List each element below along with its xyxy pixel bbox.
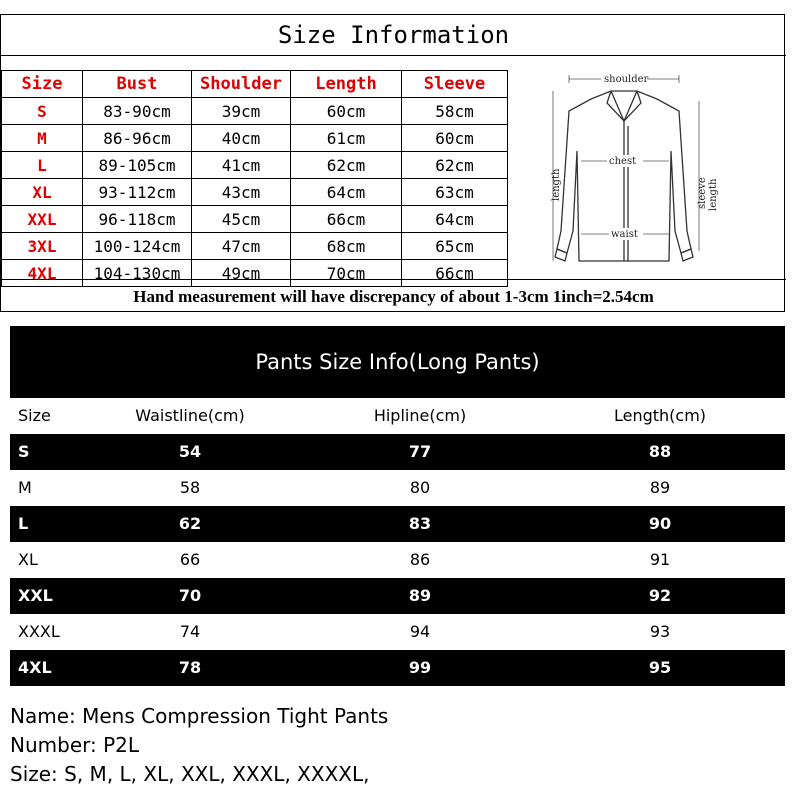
hipline-cell: 83 <box>408 514 432 533</box>
length-cell: 62cm <box>291 152 402 179</box>
table-row <box>10 542 785 578</box>
bust-cell: 104-130cm <box>83 260 192 287</box>
sleeve-cell: 62cm <box>402 152 508 179</box>
bust-cell: 89-105cm <box>83 152 192 179</box>
length-cell: 70cm <box>291 260 402 287</box>
size-cell: M <box>2 125 83 152</box>
hipline-cell: 80 <box>409 478 431 497</box>
size-cell: S <box>2 98 83 125</box>
header-size: Size <box>18 406 51 425</box>
header-waistline: Waistline(cm) <box>135 406 245 425</box>
hipline-cell: 77 <box>408 442 432 461</box>
waistline-cell: 78 <box>178 658 202 677</box>
waistline-cell: 58 <box>179 478 201 497</box>
table-row <box>2 179 508 206</box>
shirt-size-title: Size Information <box>277 21 510 49</box>
size-cell: XXL <box>2 206 83 233</box>
waistline-cell: 62 <box>178 514 202 533</box>
size-cell: 4XL <box>18 658 52 677</box>
header-shoulder: Shoulder <box>192 71 291 98</box>
size-cell: XXL <box>18 586 53 605</box>
shirt-size-section <box>0 14 785 312</box>
header-length: Length(cm) <box>613 406 707 425</box>
header-size: Size <box>2 71 83 98</box>
size-cell: S <box>18 442 30 461</box>
table-row <box>2 98 508 125</box>
pants-size-title: Pants Size Info(Long Pants) <box>10 326 785 398</box>
sleeve-cell: 65cm <box>402 233 508 260</box>
size-cell: L <box>18 514 29 533</box>
length-cell: 68cm <box>291 233 402 260</box>
size-cell: 4XL <box>2 260 83 287</box>
table-row <box>10 650 785 686</box>
shirt-header-row <box>2 71 508 98</box>
size-cell: M <box>18 478 32 497</box>
header-bust: Bust <box>83 71 192 98</box>
hipline-cell: 99 <box>408 658 432 677</box>
size-cell: XL <box>18 550 38 569</box>
shirt-measurement-diagram <box>529 71 719 271</box>
waistline-cell: 54 <box>178 442 202 461</box>
table-row <box>2 233 508 260</box>
length-cell: 93 <box>649 622 671 641</box>
size-cell: XL <box>2 179 83 206</box>
length-cell: 89 <box>649 478 671 497</box>
table-row <box>10 434 785 470</box>
shirt-size-table <box>1 70 508 287</box>
title-divider <box>1 55 786 56</box>
product-info <box>10 702 790 789</box>
waistline-cell: 66 <box>179 550 201 569</box>
pants-header-row <box>10 398 785 434</box>
hipline-cell: 86 <box>409 550 431 569</box>
table-row <box>10 506 785 542</box>
shoulder-cell: 49cm <box>192 260 291 287</box>
label-shoulder: shoulder <box>604 74 649 85</box>
size-cell: 3XL <box>2 233 83 260</box>
shoulder-cell: 40cm <box>192 125 291 152</box>
size-cell: L <box>2 152 83 179</box>
table-row <box>10 578 785 614</box>
table-row <box>2 206 508 233</box>
sleeve-cell: 66cm <box>402 260 508 287</box>
length-cell: 64cm <box>291 179 402 206</box>
header-sleeve: Sleeve <box>402 71 508 98</box>
label-sleeve-length: length <box>708 178 719 211</box>
label-length: length <box>551 168 562 201</box>
header-hipline: Hipline(cm) <box>373 406 467 425</box>
pants-size-section <box>10 326 785 686</box>
product-number: Number: P2L <box>10 733 140 757</box>
shoulder-cell: 43cm <box>192 179 291 206</box>
header-length: Length <box>291 71 402 98</box>
length-cell: 66cm <box>291 206 402 233</box>
label-waist: waist <box>611 229 638 240</box>
shoulder-cell: 41cm <box>192 152 291 179</box>
waistline-cell: 74 <box>179 622 201 641</box>
shoulder-cell: 45cm <box>192 206 291 233</box>
table-row <box>2 152 508 179</box>
product-sizes: Size: S, M, L, XL, XXL, XXXL, XXXXL, <box>10 762 370 786</box>
length-cell: 92 <box>648 586 672 605</box>
length-cell: 88 <box>648 442 672 461</box>
bust-cell: 93-112cm <box>83 179 192 206</box>
table-row <box>10 470 785 506</box>
length-cell: 91 <box>649 550 671 569</box>
size-cell: XXXL <box>18 622 60 641</box>
hipline-cell: 94 <box>409 622 431 641</box>
table-row <box>2 125 508 152</box>
length-cell: 95 <box>648 658 672 677</box>
sleeve-cell: 58cm <box>402 98 508 125</box>
sleeve-cell: 64cm <box>402 206 508 233</box>
length-cell: 61cm <box>291 125 402 152</box>
shoulder-cell: 39cm <box>192 98 291 125</box>
bust-cell: 83-90cm <box>83 98 192 125</box>
bust-cell: 100-124cm <box>83 233 192 260</box>
table-row <box>10 614 785 650</box>
waistline-cell: 70 <box>178 586 202 605</box>
label-chest: chest <box>609 156 637 167</box>
label-sleeve: sleeve <box>697 177 708 209</box>
hipline-cell: 89 <box>408 586 432 605</box>
measurement-note: Hand measurement will have discrepancy of about 1-3cm 1inch=2.54cm <box>1 279 786 314</box>
sleeve-cell: 63cm <box>402 179 508 206</box>
shirt-collar <box>611 91 637 121</box>
shoulder-cell: 47cm <box>192 233 291 260</box>
sleeve-cell: 60cm <box>402 125 508 152</box>
length-cell: 90 <box>648 514 672 533</box>
bust-cell: 86-96cm <box>83 125 192 152</box>
bust-cell: 96-118cm <box>83 206 192 233</box>
product-name: Name: Mens Compression Tight Pants <box>10 704 389 728</box>
length-cell: 60cm <box>291 98 402 125</box>
